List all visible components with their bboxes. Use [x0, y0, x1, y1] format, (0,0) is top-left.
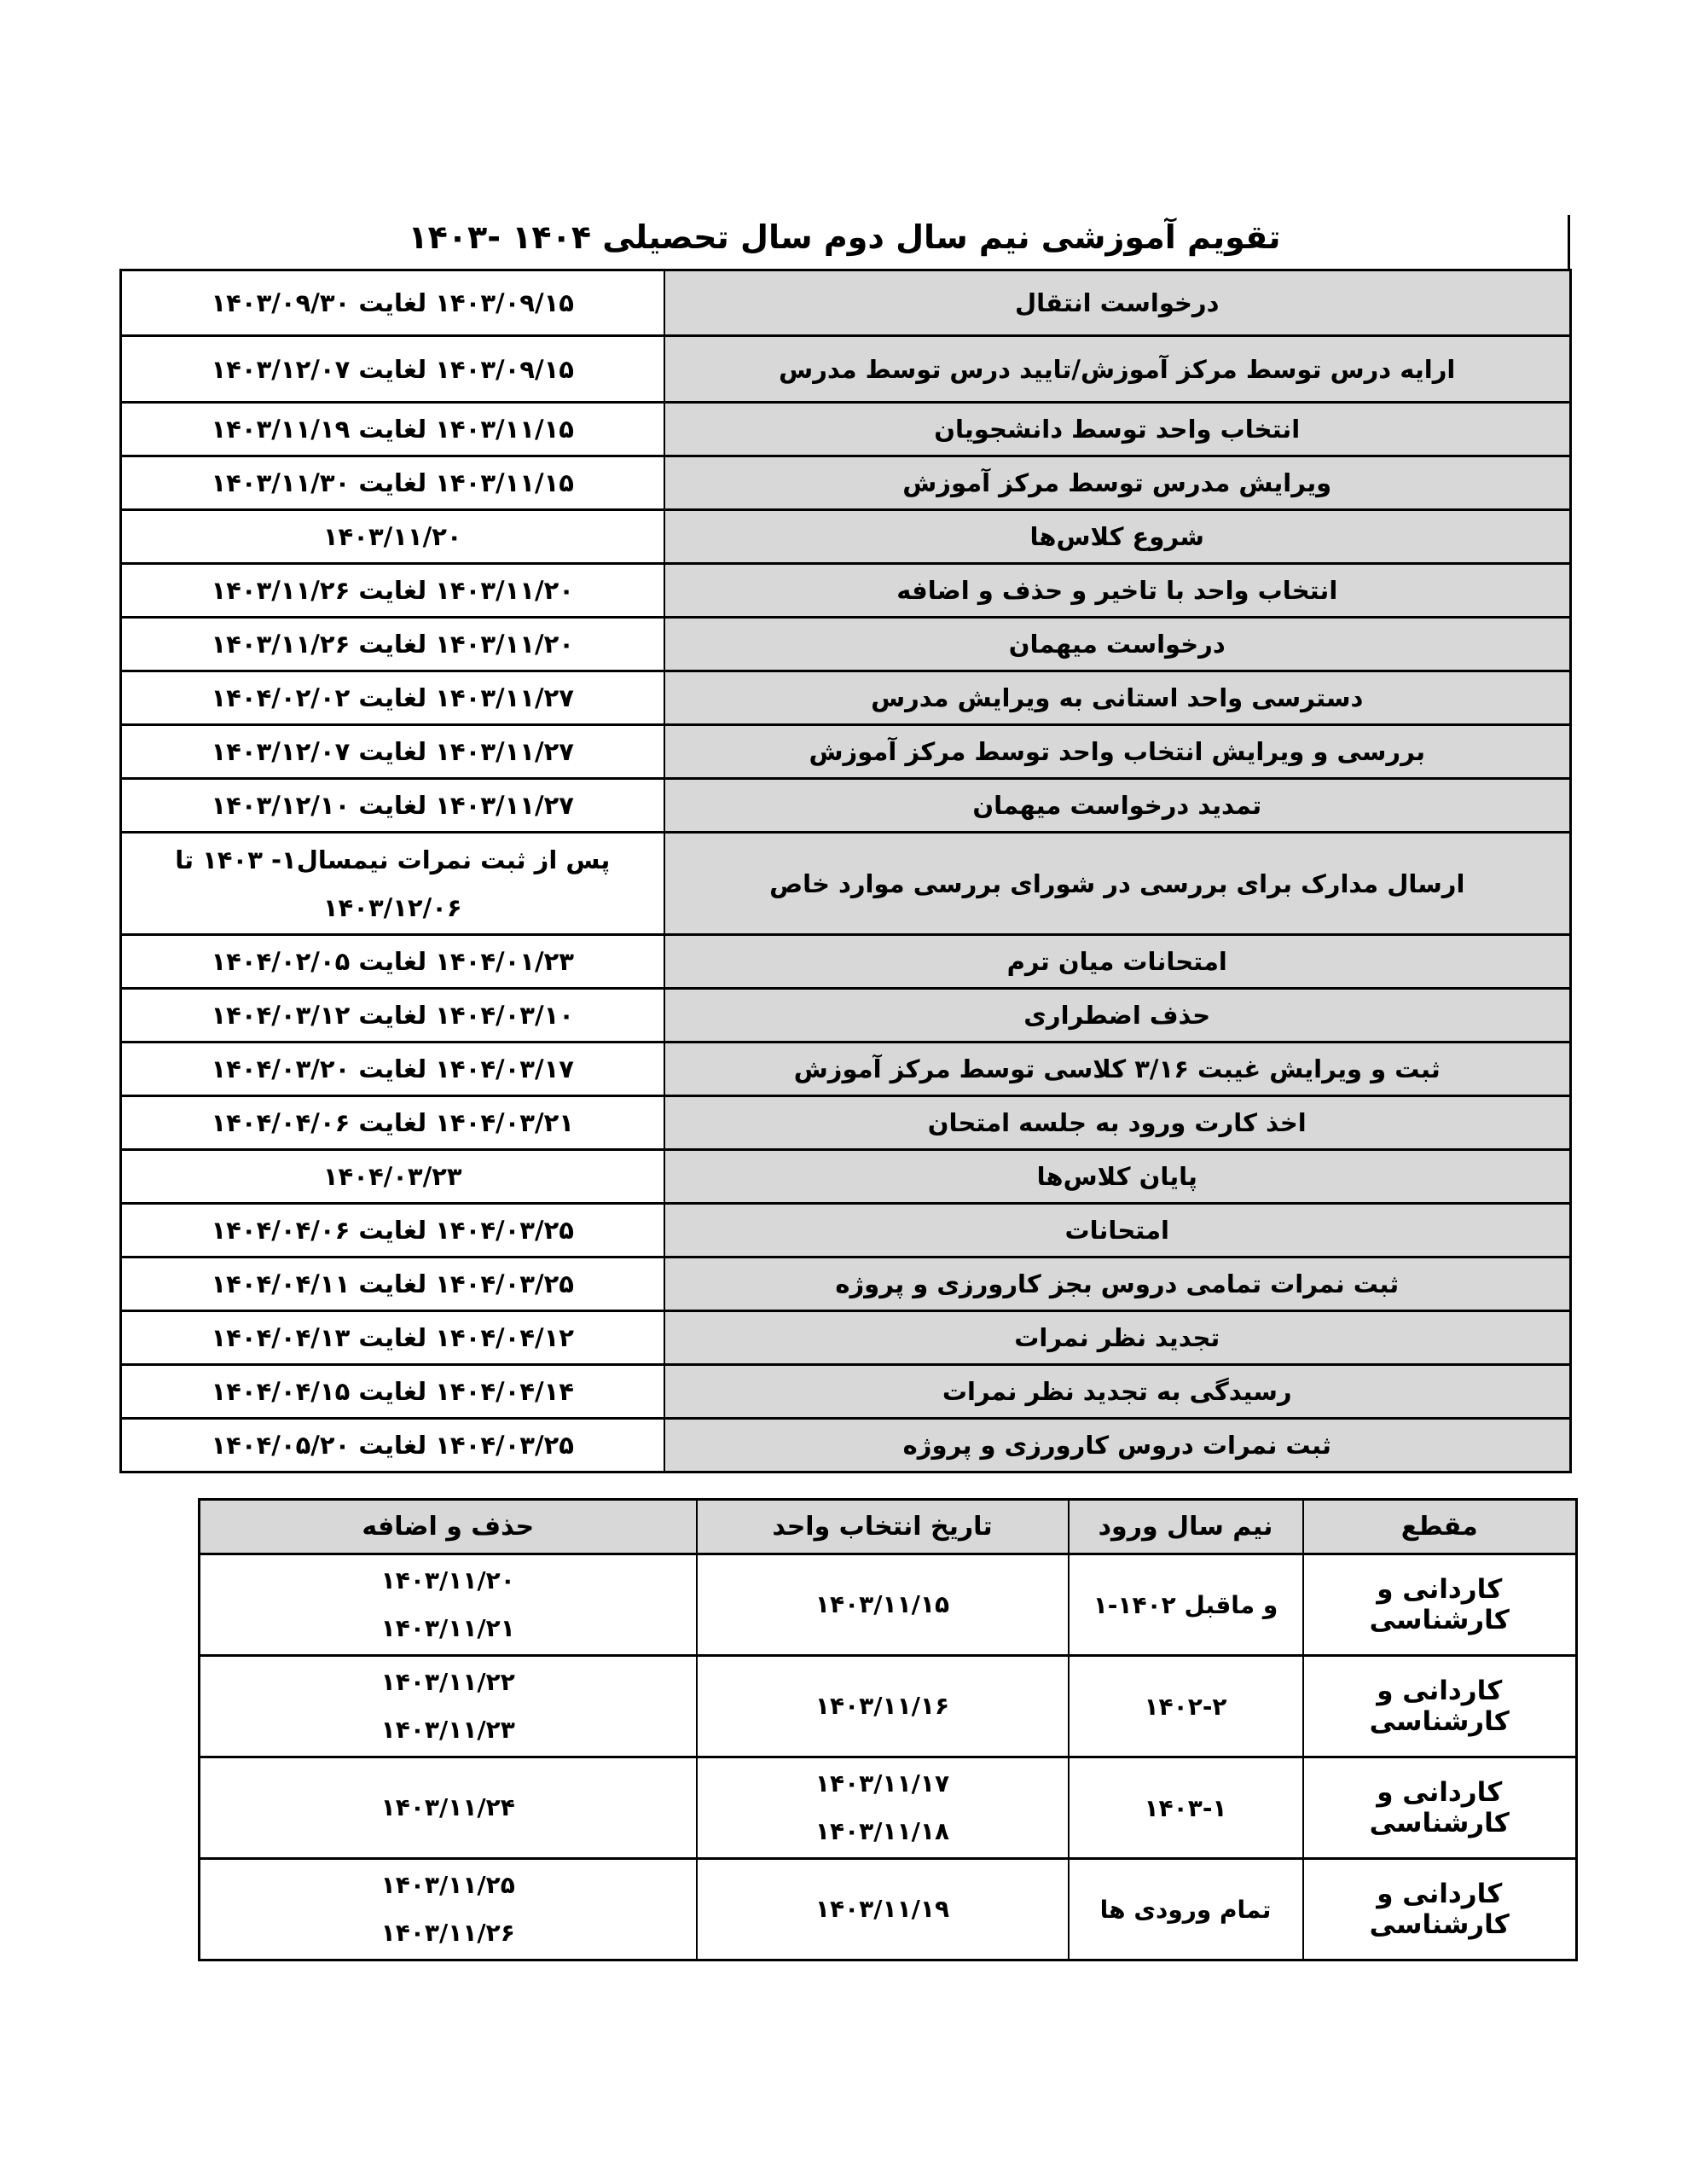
entry-semester-cell: ۱۴۰۲-۲	[1069, 1656, 1303, 1757]
activity-cell: امتحانات	[664, 1204, 1571, 1258]
table-row	[121, 403, 1571, 456]
date-range-cell: ۱۴۰۴/۰۳/۲۱ لغایت ۱۴۰۴/۰۴/۰۶	[121, 1096, 664, 1150]
activity-cell: رسیدگی به تجدید نظر نمرات	[664, 1365, 1571, 1419]
table-row	[200, 1656, 1577, 1757]
column-header-entry-semester: نیم سال ورود	[1069, 1500, 1303, 1554]
entry-semester-cell: و ماقبل ۱-۱۴۰۲	[1069, 1554, 1303, 1656]
table-row	[121, 1365, 1571, 1419]
date-range-cell: ۱۴۰۴/۰۳/۲۳	[121, 1150, 664, 1204]
date-range-cell: ۱۴۰۳/۱۱/۲۷ لغایت ۱۴۰۳/۱۲/۰۷	[121, 725, 664, 779]
table-row	[121, 1311, 1571, 1365]
table-row	[121, 1204, 1571, 1258]
table-row	[121, 1043, 1571, 1096]
academic-calendar-table	[119, 269, 1572, 1473]
date-range-cell: ۱۴۰۳/۱۱/۲۰ لغایت ۱۴۰۳/۱۱/۲۶	[121, 618, 664, 671]
date-range-cell: ۱۴۰۳/۱۱/۲۰	[121, 510, 664, 564]
date-range-cell: ۱۴۰۳/۰۹/۱۵ لغایت ۱۴۰۳/۰۹/۳۰	[121, 270, 664, 336]
date-range-cell: ۱۴۰۳/۰۹/۱۵ لغایت ۱۴۰۳/۱۲/۰۷	[121, 336, 664, 403]
level-cell: کاردانی و کارشناسی	[1303, 1859, 1577, 1960]
activity-cell: اخذ کارت ورود به جلسه امتحان	[664, 1096, 1571, 1150]
table-row	[121, 456, 1571, 510]
date-range-cell: ۱۴۰۳/۱۱/۱۵ لغایت ۱۴۰۳/۱۱/۳۰	[121, 456, 664, 510]
date-range-cell: ۱۴۰۴/۰۳/۱۷ لغایت ۱۴۰۴/۰۳/۲۰	[121, 1043, 664, 1096]
add-drop-cell: ۱۴۰۳/۱۱/۲۲ ۱۴۰۳/۱۱/۲۳	[200, 1656, 697, 1757]
table-row	[121, 1419, 1571, 1472]
activity-cell: ارسال مدارک برای بررسی در شورای بررسی موارد خاص	[664, 833, 1571, 935]
column-header-add-drop: حذف و اضافه	[200, 1500, 697, 1554]
activity-cell: درخواست میهمان	[664, 618, 1571, 671]
activity-cell: ثبت و ویرایش غیبت ۳/۱۶ کلاسی توسط مرکز آموزش	[664, 1043, 1571, 1096]
page-edge-artifact-line	[1568, 215, 1570, 270]
table-row	[121, 671, 1571, 725]
level-cell: کاردانی و کارشناسی	[1303, 1757, 1577, 1859]
activity-cell: تمدید درخواست میهمان	[664, 779, 1571, 833]
activity-cell: تجدید نظر نمرات	[664, 1311, 1571, 1365]
date-range-cell: ۱۴۰۳/۱۱/۱۵ لغایت ۱۴۰۳/۱۱/۱۹	[121, 403, 664, 456]
activity-cell: دسترسی واحد استانی به ویرایش مدرس	[664, 671, 1571, 725]
table-row	[121, 618, 1571, 671]
unit-selection-table	[198, 1498, 1578, 1961]
table-row	[121, 989, 1571, 1043]
selection-date-cell: ۱۴۰۳/۱۱/۱۵	[697, 1554, 1069, 1656]
date-range-cell: ۱۴۰۴/۰۳/۲۵ لغایت ۱۴۰۴/۰۵/۲۰	[121, 1419, 664, 1472]
date-range-cell: ۱۴۰۴/۰۴/۱۴ لغایت ۱۴۰۴/۰۴/۱۵	[121, 1365, 664, 1419]
table-row	[121, 336, 1571, 403]
activity-cell: شروع کلاس‌ها	[664, 510, 1571, 564]
date-range-cell: ۱۴۰۴/۰۳/۲۵ لغایت ۱۴۰۴/۰۴/۱۱	[121, 1258, 664, 1311]
activity-cell: ارایه درس توسط مرکز آموزش/تایید درس توسط مدرس	[664, 336, 1571, 403]
level-cell: کاردانی و کارشناسی	[1303, 1656, 1577, 1757]
add-drop-cell: ۱۴۰۳/۱۱/۲۵ ۱۴۰۳/۱۱/۲۶	[200, 1859, 697, 1960]
activity-cell: ویرایش مدرس توسط مرکز آموزش	[664, 456, 1571, 510]
header-row	[200, 1500, 1577, 1554]
date-range-cell: ۱۴۰۳/۱۱/۲۷ لغایت ۱۴۰۴/۰۲/۰۲	[121, 671, 664, 725]
activity-cell: امتحانات میان ترم	[664, 935, 1571, 989]
add-drop-cell: ۱۴۰۳/۱۱/۲۴	[200, 1757, 697, 1859]
entry-semester-cell: ۱۴۰۳-۱	[1069, 1757, 1303, 1859]
activity-cell: انتخاب واحد با تاخیر و حذف و اضافه	[664, 564, 1571, 618]
table-row	[121, 564, 1571, 618]
table-row	[121, 510, 1571, 564]
date-range-cell: پس از ثبت نمرات نیمسال۱- ۱۴۰۳ تا ۱۴۰۳/۱۲/۰۶	[121, 833, 664, 935]
page-title: تقویم آموزشی نیم سال دوم سال تحصیلی ۱۴۰۴ -۱۴۰۳	[408, 218, 1281, 256]
date-range-cell: ۱۴۰۳/۱۱/۲۷ لغایت ۱۴۰۳/۱۲/۱۰	[121, 779, 664, 833]
activity-cell: ثبت نمرات تمامی دروس بجز کارورزی و پروژه	[664, 1258, 1571, 1311]
activity-cell: پایان کلاس‌ها	[664, 1150, 1571, 1204]
table-row	[121, 1150, 1571, 1204]
date-range-cell: ۱۴۰۴/۰۳/۱۰ لغایت ۱۴۰۴/۰۳/۱۲	[121, 989, 664, 1043]
selection-date-cell: ۱۴۰۳/۱۱/۱۷ ۱۴۰۳/۱۱/۱۸	[697, 1757, 1069, 1859]
table-row	[121, 270, 1571, 336]
selection-date-cell: ۱۴۰۳/۱۱/۱۹	[697, 1859, 1069, 1960]
entry-semester-cell: تمام ورودی ها	[1069, 1859, 1303, 1960]
add-drop-cell: ۱۴۰۳/۱۱/۲۰ ۱۴۰۳/۱۱/۲۱	[200, 1554, 697, 1656]
level-cell: کاردانی و کارشناسی	[1303, 1554, 1577, 1656]
table-row	[121, 833, 1571, 935]
table-row	[121, 1258, 1571, 1311]
column-header-level: مقطع	[1303, 1500, 1577, 1554]
table-row	[121, 725, 1571, 779]
activity-cell: بررسی و ویرایش انتخاب واحد توسط مرکز آموزش	[664, 725, 1571, 779]
column-header-selection-date: تاریخ انتخاب واحد	[697, 1500, 1069, 1554]
selection-date-cell: ۱۴۰۳/۱۱/۱۶	[697, 1656, 1069, 1757]
table-row	[121, 935, 1571, 989]
activity-cell: انتخاب واحد توسط دانشجویان	[664, 403, 1571, 456]
table-row	[200, 1757, 1577, 1859]
table-row	[121, 779, 1571, 833]
date-range-cell: ۱۴۰۴/۰۴/۱۲ لغایت ۱۴۰۴/۰۴/۱۳	[121, 1311, 664, 1365]
activity-cell: درخواست انتقال	[664, 270, 1571, 336]
date-range-cell: ۱۴۰۴/۰۳/۲۵ لغایت ۱۴۰۴/۰۴/۰۶	[121, 1204, 664, 1258]
activity-cell: ثبت نمرات دروس کارورزی و پروژه	[664, 1419, 1571, 1472]
date-range-cell: ۱۴۰۴/۰۱/۲۳ لغایت ۱۴۰۴/۰۲/۰۵	[121, 935, 664, 989]
activity-cell: حذف اضطراری	[664, 989, 1571, 1043]
date-range-cell: ۱۴۰۳/۱۱/۲۰ لغایت ۱۴۰۳/۱۱/۲۶	[121, 564, 664, 618]
table-row	[200, 1859, 1577, 1960]
table-row	[121, 1096, 1571, 1150]
table-row	[200, 1554, 1577, 1656]
